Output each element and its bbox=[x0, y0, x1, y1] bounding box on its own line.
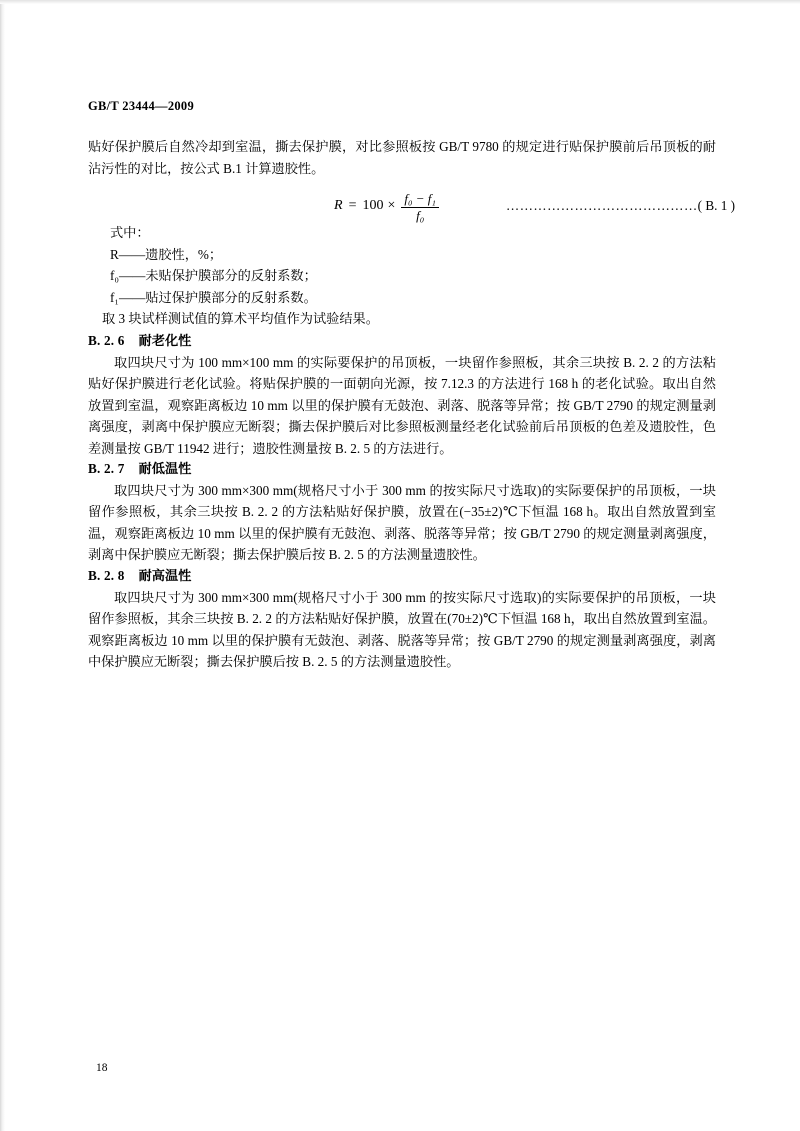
definition-item-f1: f₁——贴过保护膜部分的反射系数。 bbox=[110, 289, 317, 305]
section-body-b28: 取四块尺寸为 300 mm×300 mm(规格尺寸小于 300 mm 的按实际尺寸选取)的实际要保护的吊顶板，一块留作参照板，其余三块按 B. 2. 2 的方法粘贴好保护膜，放置在(70±2)℃下恒温 168 h，取出自然放置到室温。观察距离板边 10 mm 以里的保护膜有无鼓泡、剥落、脱落等异常；按 GB/T 2790 的规定测量剥离强度，剥离中保护膜应无断裂；撕去保护膜后按 B. 2. 5 的方法测量遗胶性。 bbox=[88, 589, 716, 669]
section-number-b26: B. 2. 6 bbox=[88, 333, 125, 348]
section-heading-b28 bbox=[88, 565, 716, 587]
section-heading-b26 bbox=[88, 330, 716, 352]
page-number: 18 bbox=[96, 1062, 108, 1074]
formula-row bbox=[88, 186, 735, 226]
section-body-b27: 取四块尺寸为 300 mm×300 mm(规格尺寸小于 300 mm 的按实际尺寸选取)的实际要保护的吊顶板，一块留作参照板，其余三块按 B. 2. 2 的方法粘贴好保护膜，放置在(−35±2)℃下恒温 168 h。取出自然放置到室温，观察距离板边 10 mm 以里的保护膜有无鼓泡、剥落、脱落等异常；按 GB/T 2790 的规定测量剥离强度，剥离中保护膜应无断裂；撕去保护膜后按 B. 2. 5 的方法测量遗胶性。 bbox=[88, 482, 716, 562]
formula-b1 bbox=[334, 186, 441, 226]
document-standard-number: GB/T 23444—2009 bbox=[88, 99, 195, 113]
where-label: 式中： bbox=[110, 225, 150, 240]
section-title-b27: 耐低温性 bbox=[138, 461, 192, 476]
section-b28-block bbox=[88, 565, 716, 673]
intro-paragraph: 贴好保护膜后自然冷却到室温，撕去保护膜，对比参照板按 GB/T 9780 的规定进行贴保护膜前后吊顶板的耐沾污性的对比，按公式 B.1 计算遗胶性。 bbox=[88, 139, 716, 176]
section-heading-b27 bbox=[88, 458, 716, 480]
formula-number: ( B. 1 ) bbox=[697, 198, 735, 213]
section-b26-block bbox=[88, 330, 716, 459]
formula-denominator: f₀ bbox=[416, 207, 425, 223]
formula-numerator: f₀ − f₁ bbox=[404, 190, 436, 206]
leader-dots: …………………………………… bbox=[506, 198, 698, 213]
formula-equals: = bbox=[348, 198, 357, 213]
where-block bbox=[88, 222, 716, 330]
scan-edge-left bbox=[0, 0, 5, 1131]
where-closing-note: 取 3 块试样测试值的算术平均值作为试验结果。 bbox=[102, 311, 379, 326]
section-title-b28: 耐高温性 bbox=[138, 568, 192, 583]
section-title-b26: 耐老化性 bbox=[138, 333, 192, 348]
formula-times: × bbox=[387, 198, 396, 213]
section-b27-block bbox=[88, 458, 716, 566]
definition-item-r: R——遗胶性，%； bbox=[110, 246, 223, 262]
definition-list bbox=[88, 244, 716, 309]
section-number-b28: B. 2. 8 bbox=[88, 568, 125, 583]
intro-paragraph-block bbox=[88, 136, 716, 179]
formula-lhs: R bbox=[334, 198, 343, 213]
formula-leader bbox=[506, 186, 735, 226]
scan-edge-top bbox=[0, 0, 800, 4]
formula-factor: 100 bbox=[362, 198, 384, 213]
section-number-b27: B. 2. 7 bbox=[88, 461, 125, 476]
formula-fraction bbox=[401, 192, 439, 223]
section-body-b26: 取四块尺寸为 100 mm×100 mm 的实际要保护的吊顶板，一块留作参照板，其余三块按 B. 2. 2 的方法粘贴好保护膜进行老化试验。将贴保护膜的一面朝向光源，按 7.12.3 的方法进行 168 h 的老化试验。取出自然放置到室温，观察距离板边 10 mm 以里的保护膜有无鼓泡、剥落、脱落等异常；按 GB/T 2790 的规定测量剥离强度，剥离中保护膜应无断裂；撕去保护膜后对比参照板测量经老化试验前后吊顶板的色差及遗胶性，色差测量按 GB/T 11942 进行；遗胶性测量按 B. 2. 5 的方法进行。 bbox=[88, 354, 716, 456]
definition-item-f0: f₀——未贴保护膜部分的反射系数； bbox=[110, 268, 317, 283]
